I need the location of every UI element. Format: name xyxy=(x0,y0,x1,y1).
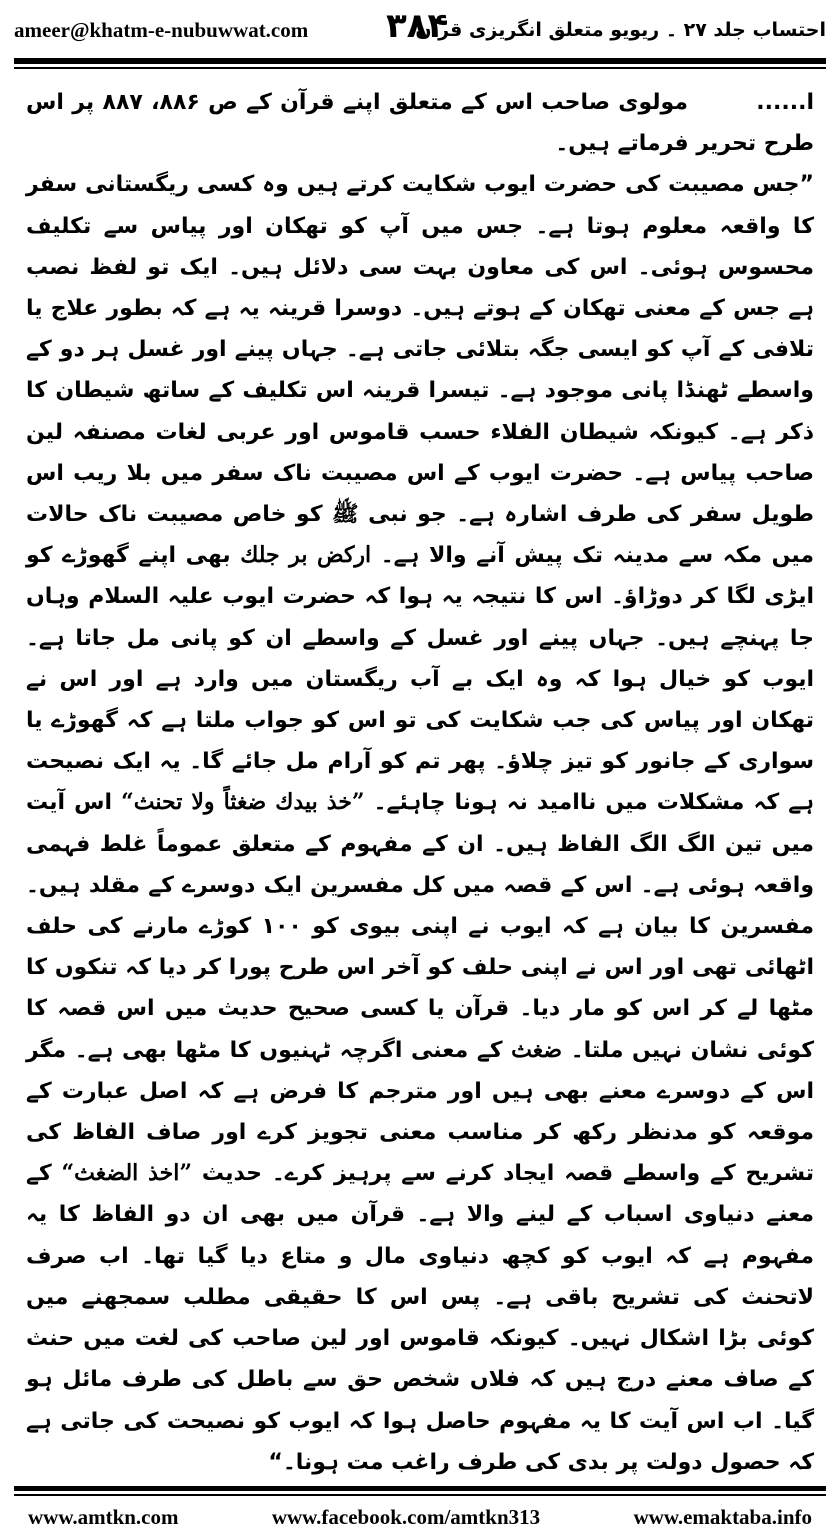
quote-paragraph xyxy=(26,164,814,1483)
footer-rule-thin xyxy=(14,1494,826,1496)
intro-text: مولوی صاحب اس کے متعلق اپنے قرآن کے ص ۸۸۶، ۸۸۷ پر اس طرح تحریر فرماتے ہیں۔ xyxy=(26,90,814,157)
arabic-phrase-4: ”اخذ الضغث“ xyxy=(61,1160,193,1187)
page-header xyxy=(14,6,826,50)
arabic-phrase-1: ارکض بر جلك xyxy=(240,542,372,569)
header-rule xyxy=(14,58,826,64)
arabic-phrase-2: ”خذ بیدك ضغثاً ولا تحنث“ xyxy=(121,789,365,816)
page-footer xyxy=(14,1500,826,1534)
header-rule-thin xyxy=(14,67,826,69)
footer-link-amtkn[interactable]: www.amtkn.com xyxy=(28,1504,179,1529)
footer-link-facebook[interactable]: www.facebook.com/amtkn313 xyxy=(271,1504,541,1529)
footer-rule xyxy=(14,1486,826,1491)
quote-text-3: اس آیت میں تین الگ الگ الفاظ ہیں۔ ان کے مفہوم کے متعلق عموماً غلط فہمی واقعہ ہوئی ہے۔ اس کے قصہ میں کل مفسرین ایک دوسرے کے مقلد ہیں۔ مفسرین کا بیان ہے کہ ایوب نے اپنی بیوی کو ۱۰۰ کوڑے مارنے کی حلف اٹھائی تھی اور اس نے اپنی حلف کو آخر اس طرح پورا کر دیا کہ تنکوں کا مٹھا لے کر اس کو مار دیا۔ قرآن یا کسی صحیح حدیث میں اس قصہ کا کوئی نشان نہیں ملتا۔ xyxy=(26,790,814,1063)
page-body xyxy=(26,82,814,1475)
intro-paragraph xyxy=(26,82,814,164)
header-email: ameer@khatm-e-nubuwwat.com xyxy=(14,17,309,42)
item-number: ا...... xyxy=(756,90,814,115)
quote-text-1: ”جس مصیبت کی حضرت ایوب شکایت کرتے ہیں وہ کسی ریگستانی سفر کا واقعہ معلوم ہوتا ہے۔ جس میں آپ کو تھکان اور پیاس سے تکلیف محسوس ہوئی۔ اس کی معاون بہت سی دلائل ہیں۔ ایک تو لفظ نصب ہے جس کے معنی تھکان کے ہوتے ہیں۔ دوسرا قرینہ یہ ہے کہ بطور علاج یا تلافی کے آپ کو ایسی جگہ بتلائی جاتی ہے۔ جہاں پینے اور غسل ہر دو کے واسطے ٹھنڈا پانی موجود ہے۔ تیسرا قرینہ اس تکلیف کے ساتھ شیطان کا ذکر ہے۔ کیونکہ شیطان الفلاء حسب قاموس اور عربی لغات مصنفہ لین صاحب پیاس ہے۔ حضرت ایوب کے اس مصیبت ناک سفر میں بلا ریب اس طویل سفر کی طرف اشارہ ہے۔ جو نبی ﷺ کو خاص مصیبت ناک حالات میں مکہ سے مدینہ تک پیش آنے والا ہے۔ xyxy=(26,172,814,569)
footer-link-emaktaba[interactable]: www.emaktaba.info xyxy=(633,1504,812,1529)
quote-text-2: بھی اپنے گھوڑے کو ایڑی لگا کر دوڑاؤ۔ اس کا نتیجہ یہ ہوا کہ حضرت ایوب علیہ السلام وہاں جا پہنچے ہیں۔ جہاں پینے اور غسل کے واسطے ان کو پانی مل جاتا ہے۔ ایوب کو خیال ہوا کہ وہ ایک بے آب ریگستان میں وارد ہے اور اس نے تھکان اور پیاس کی جب شکایت کی تو اس کو جواب ملتا ہے کہ گھوڑے یا سواری کے جانور کو تیز چلاؤ۔ پھر تم کو آرام مل جائے گا۔ یہ ایک نصیحت ہے کہ مشکلات میں ناامید نہ ہونا چاہئے۔ xyxy=(26,543,814,816)
book-title: احتساب جلد ۲۷ ۔ ریویو متعلق انگریزی قرآن xyxy=(415,19,826,41)
quote-text-4: کے معنی اگرچہ ٹہنیوں کا مٹھا بھی ہے۔ مگر اس کے دوسرے معنے بھی ہیں اور مترجم کا فرض ہے کہ اصل عبارت کے موقعہ کو مدنظر رکھ کر مناسب معنی تجویز کرے اور صاف الفاظ کی تشریح کے واسطے قصہ ایجاد کرنے سے پرہیز کرے۔ حدیث xyxy=(26,1037,814,1187)
arabic-phrase-3: ضغث xyxy=(511,1036,563,1063)
quote-text-5: کے معنے دنیاوی اسباب کے لینے والا ہے۔ قرآن میں بھی ان دو الفاظ کا یہ مفہوم ہے کہ ایوب کو کچھ دنیاوی مال و متاع دیا گیا تھا۔ اب صرف لاتحنث کی تشریح باقی ہے۔ پس اس کا حقیقی مطلب سمجھنے میں کوئی بڑا اشکال نہیں۔ کیونکہ قاموس اور لین صاحب کی لغت میں حنث کے صاف معنے درج ہیں کہ فلاں شخص حق سے باطل کی طرف مائل ہو گیا۔ اب اس آیت کا یہ مفہوم حاصل ہوا کہ ایوب کو نصیحت کی جاتی ہے کہ حصول دولت پر بدی کی طرف راغب مت ہونا۔“ xyxy=(26,1161,814,1475)
page-number: ۳۸۴ xyxy=(386,6,449,46)
